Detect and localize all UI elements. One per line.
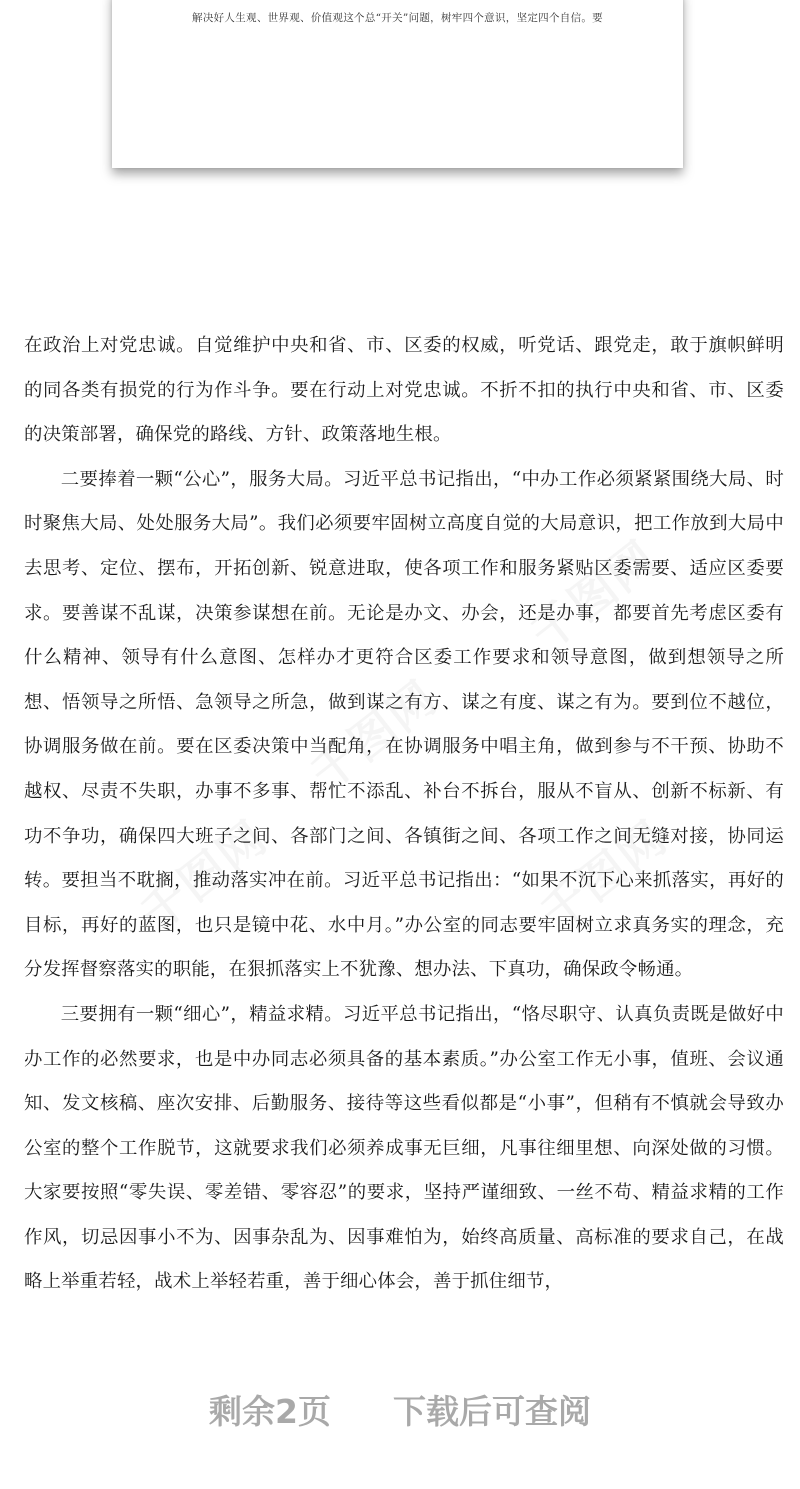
watermark-logo: 千图网 — [530, 809, 678, 941]
remaining-pages-label: 剩余2页 — [209, 1392, 331, 1431]
article-body — [24, 324, 784, 1305]
document-preview-card — [112, 0, 683, 168]
preview-text-line: 解决好人生观、世界观、价值观这个总“开关”问题，树牢四个意识，坚定四个自信。要 — [192, 12, 603, 24]
watermark-logo: 千图网 — [520, 529, 668, 661]
download-to-view-label[interactable]: 下载后可查阅 — [392, 1392, 591, 1431]
article-paragraph: 在政治上对党忠诚。自觉维护中央和省、市、区委的权威，听党话、跟党走，敢于旗帜鲜明的同各类有损党的行为作斗争。要在行动上对党忠诚。不折不扣的执行中央和省、市、区委的决策部署，确保党的路线、方针、政策落地生根。 — [24, 335, 784, 446]
article-paragraph: 二要捧着一颗“公心”，服务大局。习近平总书记指出，“中办工作必须紧紧围绕大局、时时聚焦大局、处处服务大局”。我们必须要牢固树立高度自觉的大局意识，把工作放到大局中去思考、定位、摆布，开拓创新、锐意进取，使各项工作和服务紧贴区委需要、适应区委要求。要善谋不乱谋，决策参谋想在前。无论是办文、办会，还是办事，都要首先考虑区委有什么精神、领导有什么意图、怎样办才更符合区委工作要求和领导意图，做到想领导之所想、悟领导之所悟、急领导之所急，做到谋之有方、谋之有度、谋之有为。要到位不越位，协调服务做在前。要在区委决策中当配角，在协调服务中唱主角，做到参与不干预、协助不越权、尽责不失职，办事不多事、帮忙不添乱、补台不拆台，服从不盲从、创新不标新、有功不争功，确保四大班子之间、各部门之间、各镇街之间、各项工作之间无缝对接，协同运转。要担当不耽搁，推动落实冲在前。习近平总书记指出：“如果不沉下心来抓落实，再好的目标，再好的蓝图，也只是镜中花、水中月。”办公室的同志要牢固树立求真务实的理念，充分发挥督察落实的职能，在狠抓落实上不犹豫、想办法、下真功，确保政令畅通。 — [24, 468, 784, 981]
article-paragraph: 三要拥有一颗“细心”，精益求精。习近平总书记指出，“恪尽职守、认真负责既是做好中办工作的必然要求，也是中办同志必须具备的基本素质。”办公室工作无小事，值班、会议通知、发文核稿、座次安排、后勤服务、接待等这些看似都是“小事”，但稍有不慎就会导致办公室的整个工作脱节，这就要求我们必须养成事无巨细，凡事往细里想、向深处做的习惯。大家要按照“零失误、零差错、零容忍”的要求，坚持严谨细致、一丝不苟、精益求精的工作作风，切忌因事小不为、因事杂乱为、因事难怕为，始终高质量、高标准的要求自己，在战略上举重若轻，战术上举轻若重，善于细心体会，善于抓住细节， — [24, 1003, 784, 1293]
watermark-logo: 千图网 — [130, 809, 278, 941]
watermark-logo: 千图网 — [300, 669, 448, 801]
download-banner[interactable] — [0, 1386, 800, 1433]
